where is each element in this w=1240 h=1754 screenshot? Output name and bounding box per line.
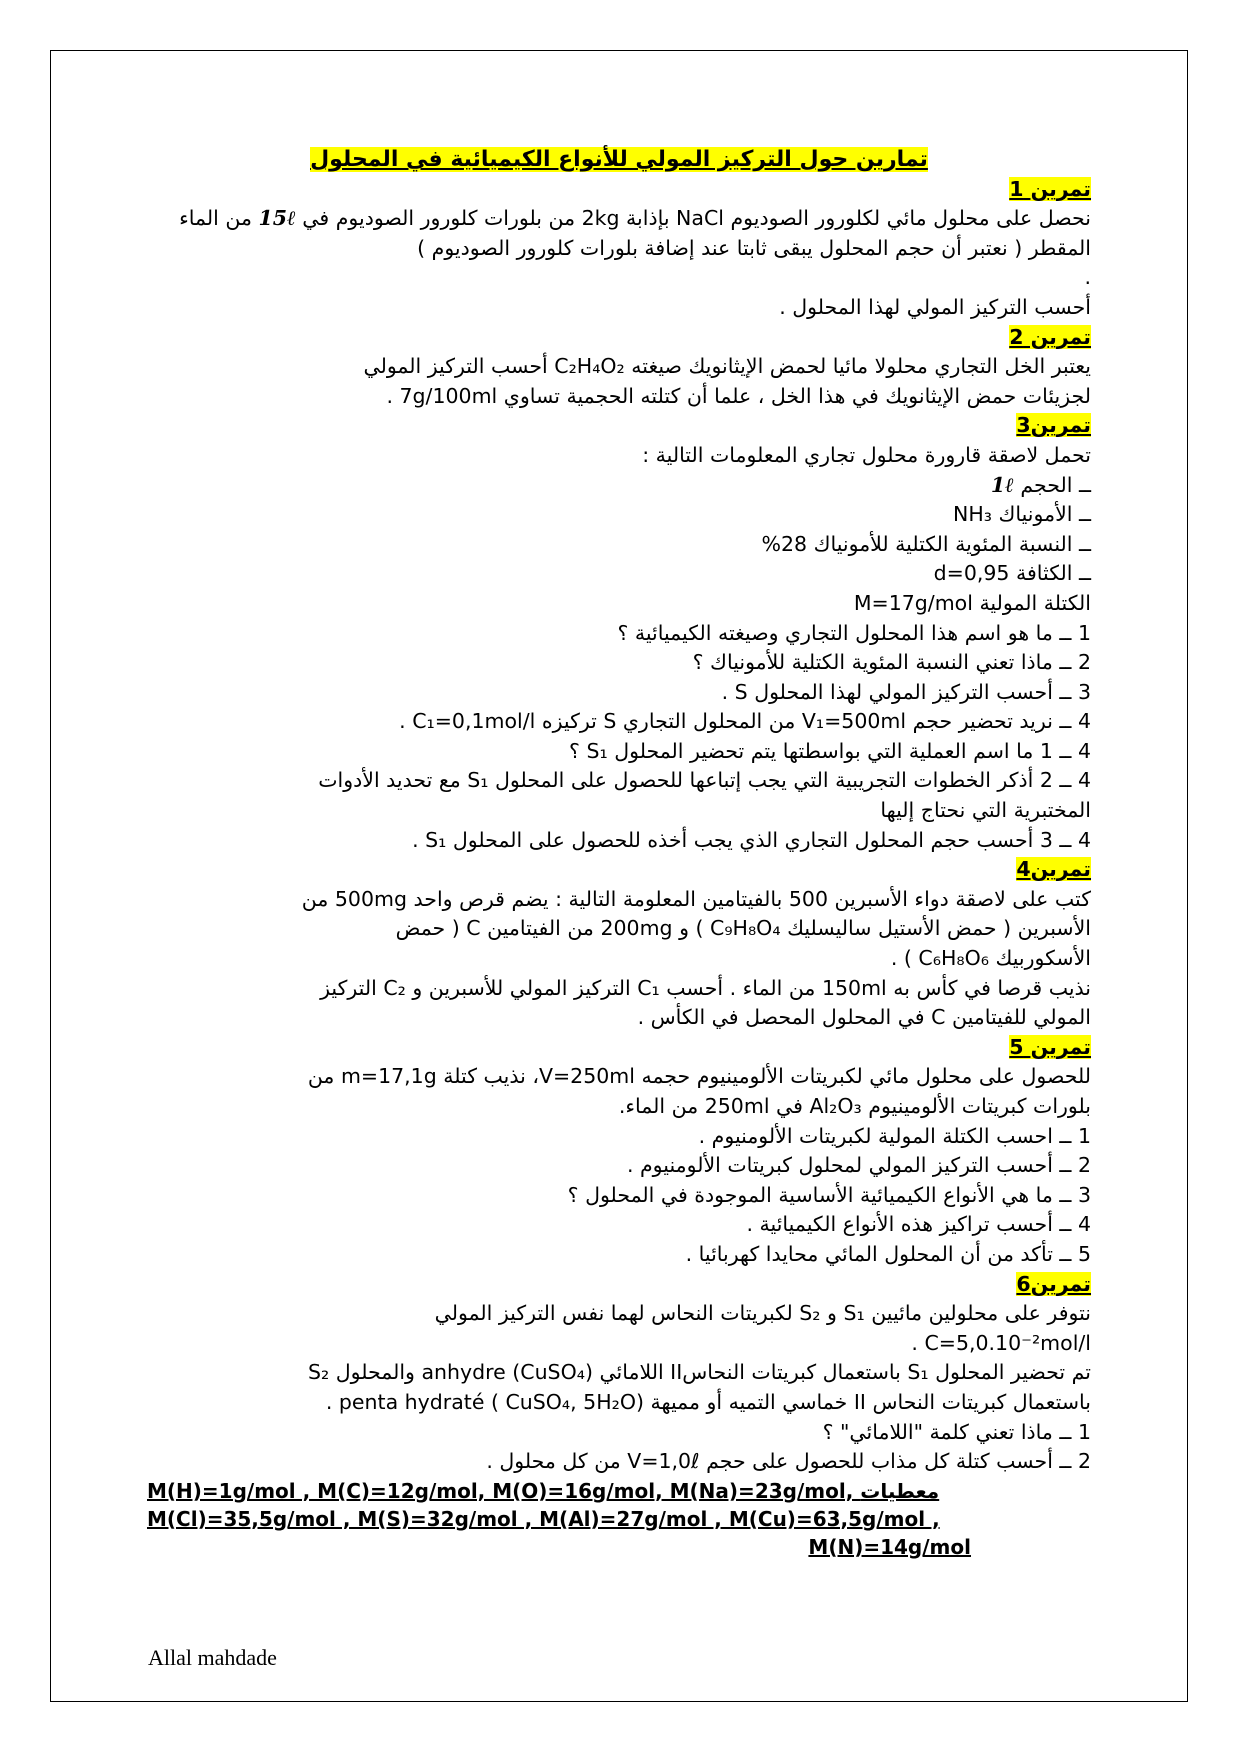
ex3-question-1: 1 ــ ما هو اسم هذا المحلول التجاري وصيغته الكيميائية ؟ (617, 620, 1091, 645)
ex1-dot: . (1084, 265, 1091, 290)
ex4-line-1: كتب على لاصقة دواء الأسبرين 500 بالفيتامين المعلومة التالية : يضم قرص واحد 500mg من (301, 886, 1091, 911)
ex6-heading: تمرين6 (1016, 1271, 1091, 1296)
ex3-question-2: 2 ــ ماذا تعني النسبة المئوية الكتلية للأمونياك ؟ (692, 650, 1091, 675)
ex1-text: نحصل على محلول مائي لكلورور الصوديوم NaCl بإذابة 2kg من بلورات كلورور الصوديوم في 15ℓ من الماء المقطر ( نعتبر أن حجم المحلول يبقى ثابتا عند إضافة بلورات كلورور الصوديوم ) (179, 206, 1091, 260)
ex3-percentage: ــ النسبة المئوية الكتلية للأمونياك 28% (761, 531, 1091, 556)
ex3-heading: تمرين3 (1016, 413, 1091, 438)
ex5-heading: تمرين 5 (1009, 1034, 1091, 1059)
ex5-question-5: 5 ــ تأكد من أن المحلول المائي محايدا كهربائيا . (685, 1241, 1091, 1266)
ex4-line-5: المولي للفيتامين C في المحلول المحصل في الكأس . (637, 1005, 1091, 1030)
ex6-line-3: تم تحضير المحلول S₁ باستعمال كبريتات النحاسII اللامائي (CuSO₄) anhydre والمحلول S₂ (307, 1360, 1091, 1385)
author-footer: Allal mahdade (148, 1645, 277, 1670)
ex6-question-1: 1 ــ ماذا تعني كلمة "اللامائي" ؟ (822, 1419, 1091, 1444)
worksheet-body (147, 145, 1091, 1561)
ex6-line-2: C=5,0.10⁻²mol/l . (911, 1330, 1091, 1355)
ex5-line-1: للحصول على محلول مائي لكبريتات الألومينيوم حجمه V=250ml، نذيب كتلة m=17,1g من (307, 1064, 1091, 1089)
ex1-question: أحسب التركيز المولي لهذا المحلول . (779, 294, 1091, 319)
ex4-line-3: الأسكوربيك C₆H₈O₆ ) . (890, 946, 1091, 971)
given-data-line-2: M(Cl)=35,5g/mol , M(S)=32g/mol , M(Al)=27g/mol , M(Cu)=63,5g/mol , (147, 1506, 940, 1531)
ex3-ammonia: ــ الأمونياك NH₃ (952, 502, 1091, 527)
ex2-heading: تمرين 2 (1009, 324, 1091, 349)
ex5-question-3: 3 ــ ما هي الأنواع الكيميائية الأساسية الموجودة في المحلول ؟ (567, 1182, 1091, 1207)
given-data-line-3: M(N)=14g/mol (808, 1534, 971, 1559)
page-title: تمارين حول التركيز المولي للأنواع الكيميائية في المحلول (310, 147, 928, 172)
ex1-heading: تمرين 1 (1009, 176, 1091, 201)
ex2-line-1: يعتبر الخل التجاري محلولا مائيا لحمض الإيثانويك صيغته C₂H₄O₂ أحسب التركيز المولي (363, 354, 1091, 379)
ex4-line-2: الأسبرين ( حمض الأستيل ساليسليك C₉H₈O₄ ) و 200mg من الفيتامين C ( حمض (395, 916, 1091, 941)
ex3-volume: ــ الحجم 1ℓ (990, 472, 1091, 497)
ex3-question-4-1: 4 ــ 1 ما اسم العملية التي بواسطتها يتم تحضير المحلول S₁ ؟ (569, 738, 1091, 763)
ex3-question-3: 3 ــ أحسب التركيز المولي لهذا المحلول S . (721, 679, 1091, 704)
ex3-density: ــ الكثافة d=0,95 (933, 561, 1091, 586)
volume-value: 15ℓ (258, 206, 296, 231)
ex3-question-4-2a: 4 ــ 2 أذكر الخطوات التجريبية التي يجب إتباعها للحصول على المحلول S₁ مع تحديد الأدوات (318, 768, 1091, 793)
ex3-question-4-3: 4 ــ 3 أحسب حجم المحلول التجاري الذي يجب أخذه للحصول على المحلول S₁ . (412, 827, 1091, 852)
ex4-line-4: نذيب قرصا في كأس به 150ml من الماء . أحسب C₁ التركيز المولي للأسبرين و C₂ التركيز (320, 975, 1091, 1000)
ex5-question-2: 2 ــ أحسب التركيز المولي لمحلول كبريتات الألومنيوم . (626, 1153, 1091, 1178)
ex5-question-1: 1 ــ احسب الكتلة المولية لكبريتات الألومنيوم . (698, 1123, 1091, 1148)
ex5-question-4: 4 ــ أحسب تراكيز هذه الأنواع الكيميائية . (746, 1212, 1091, 1237)
ex2-line-2: لجزيئات حمض الإيثانويك في هذا الخل ، علما أن كتلته الحجمية تساوي 7g/100ml . (386, 383, 1091, 408)
ex3-question-4: 4 ــ نريد تحضير حجم V₁=500ml من المحلول التجاري S تركيزه C₁=0,1mol/l . (399, 709, 1091, 734)
ex5-line-2: بلورات كبريتات الألومينيوم Al₂O₃ في 250ml من الماء. (618, 1094, 1091, 1118)
ex6-line-1: نتوفر على محلولين مائيين S₁ و S₂ لكبريتات النحاس لهما نفس التركيز المولي (434, 1301, 1091, 1326)
ex3-question-4-2b: المختبرية التي نحتاج إليها (880, 798, 1091, 823)
given-data-line-1: M(H)=1g/mol , M(C)=12g/mol, M(O)=16g/mol, M(Na)=23g/mol, معطيات (147, 1478, 940, 1503)
ex3-molar-mass: الكتلة المولية M=17g/mol (853, 590, 1091, 615)
ex4-heading: تمرين4 (1016, 857, 1091, 882)
ex6-question-2: 2 ــ أحسب كتلة كل مذاب للحصول على حجم V=1,0ℓ من كل محلول . (486, 1449, 1091, 1474)
ex3-intro: تحمل لاصقة قارورة محلول تجاري المعلومات التالية : (642, 442, 1091, 467)
ex6-line-4: باستعمال كبريتات النحاس II خماسي التميه أو مميهة (CuSO₄, 5H₂O ) penta hydraté . (325, 1389, 1091, 1414)
